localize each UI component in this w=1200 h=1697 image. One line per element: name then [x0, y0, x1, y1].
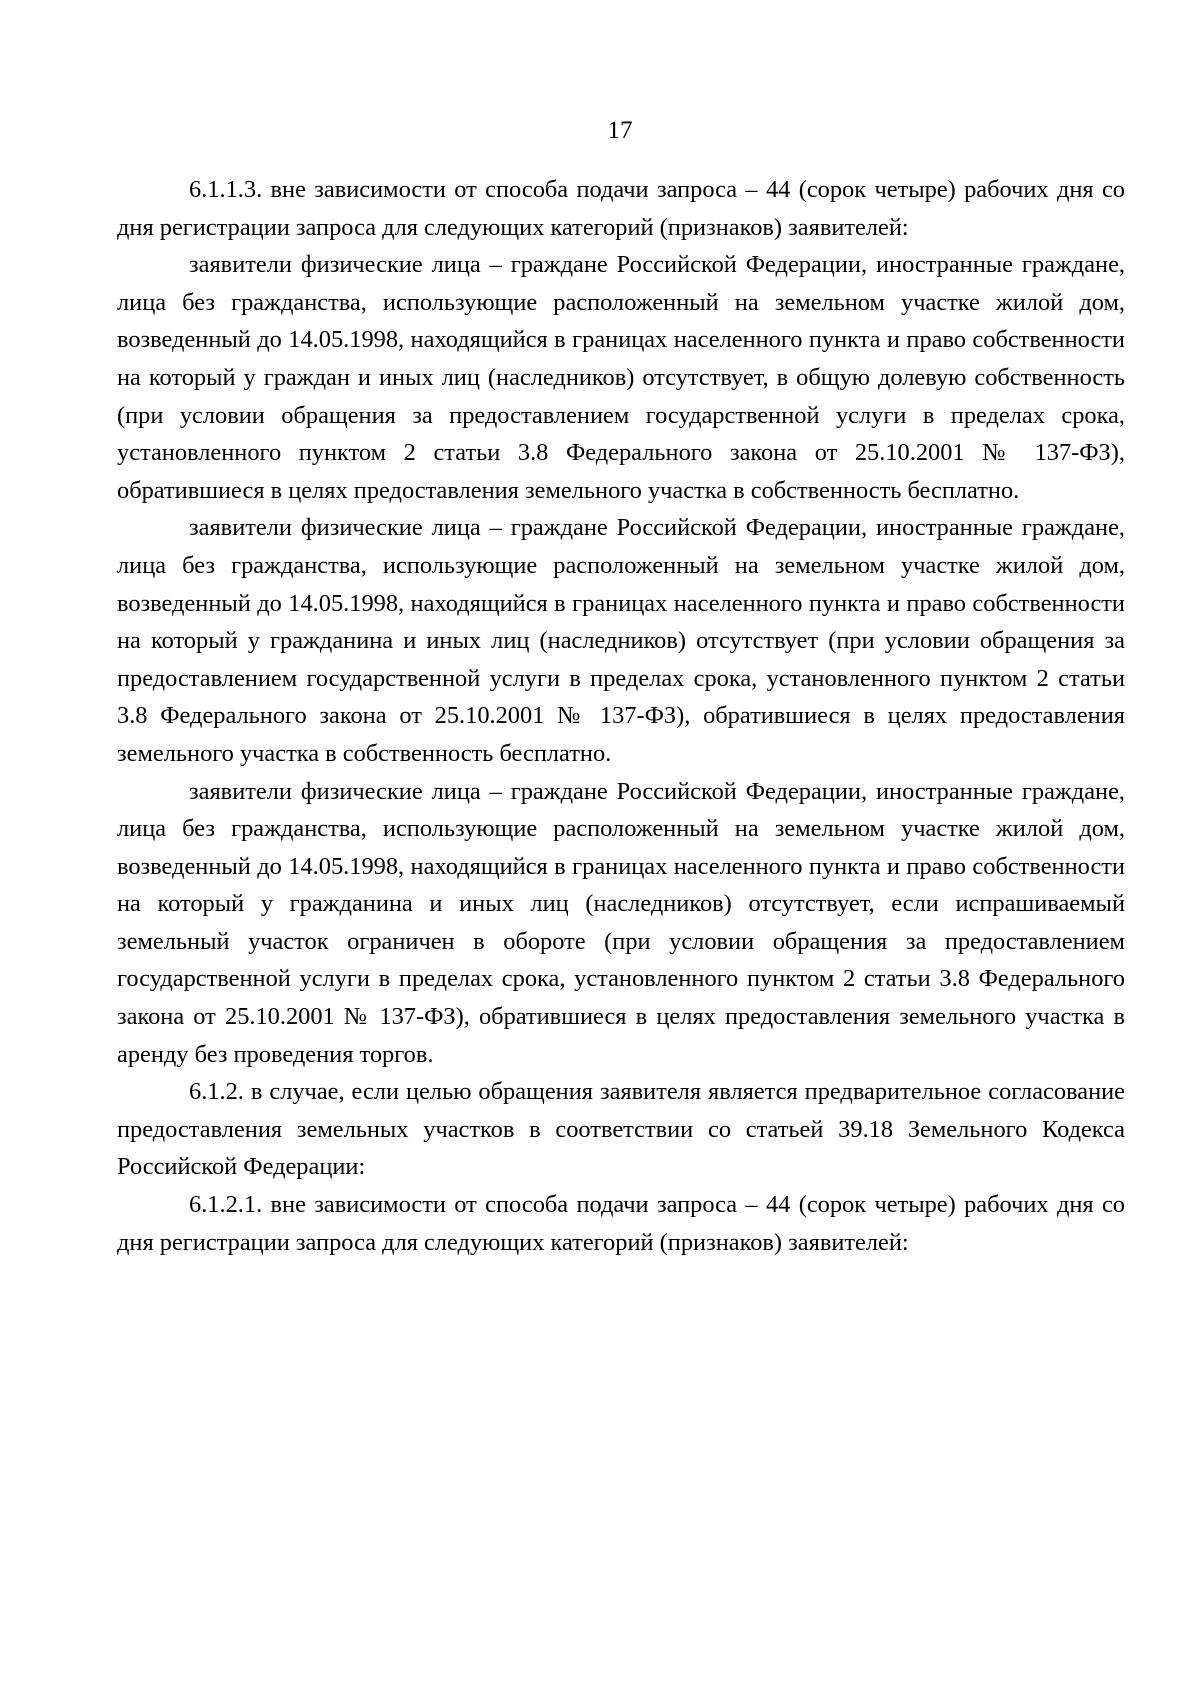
- paragraph-6-1-2: 6.1.2. в случае, если целью обращения заявителя является предварительное согласование предоставления земельных участков в соответствии со статьей 39.18 Земельного Кодекса Российской Федерации:: [117, 1078, 1125, 1181]
- paragraph-applicants-lease: заявители физические лица – граждане Российской Федерации, иностранные граждане, лица без гражданства, использующие расположенный на земельном участке жилой дом, возведенный до 14.05.1998, находящийся в границах населенного пункта и право собственности на который у гражданина и иных лиц (наследников) отсутствует, если испрашиваемый земельный участок ограничен в обороте (при условии обращения за предоставлением государственной услуги в пределах срока, установленного пунктом 2 статьи 3.8 Федерального закона от 25.10.2001 № 137-ФЗ), обратившиеся в целях предоставления земельного участка в аренду без проведения торгов.: [117, 777, 1125, 1068]
- document-body: [117, 171, 1125, 1261]
- paragraph-6-1-1-3: 6.1.1.3. вне зависимости от способа подачи запроса – 44 (сорок четыре) рабочих дня со дня регистрации запроса для следующих категорий (признаков) заявителей:: [117, 176, 1125, 241]
- page-number: 17: [607, 117, 633, 144]
- paragraph-applicants-ownership: заявители физические лица – граждане Российской Федерации, иностранные граждане, лица без гражданства, использующие расположенный на земельном участке жилой дом, возведенный до 14.05.1998, находящийся в границах населенного пункта и право собственности на который у гражданина и иных лиц (наследников) отсутствует (при условии обращения за предоставлением государственной услуги в пределах срока, установленного пунктом 2 статьи 3.8 Федерального закона от 25.10.2001 № 137-ФЗ), обратившиеся в целях предоставления земельного участка в собственность бесплатно.: [117, 514, 1125, 767]
- paragraph-applicants-shared-ownership: заявители физические лица – граждане Российской Федерации, иностранные граждане, лица без гражданства, использующие расположенный на земельном участке жилой дом, возведенный до 14.05.1998, находящийся в границах населенного пункта и право собственности на который у граждан и иных лиц (наследников) отсутствует, в общую долевую собственность (при условии обращения за предоставлением государственной услуги в пределах срока, установленного пунктом 2 статьи 3.8 Федерального закона от 25.10.2001 № 137-ФЗ), обратившиеся в целях предоставления земельного участка в собственность бесплатно.: [117, 251, 1125, 504]
- paragraph-6-1-2-1: 6.1.2.1. вне зависимости от способа подачи запроса – 44 (сорок четыре) рабочих дня со дня регистрации запроса для следующих категорий (признаков) заявителей:: [117, 1191, 1125, 1256]
